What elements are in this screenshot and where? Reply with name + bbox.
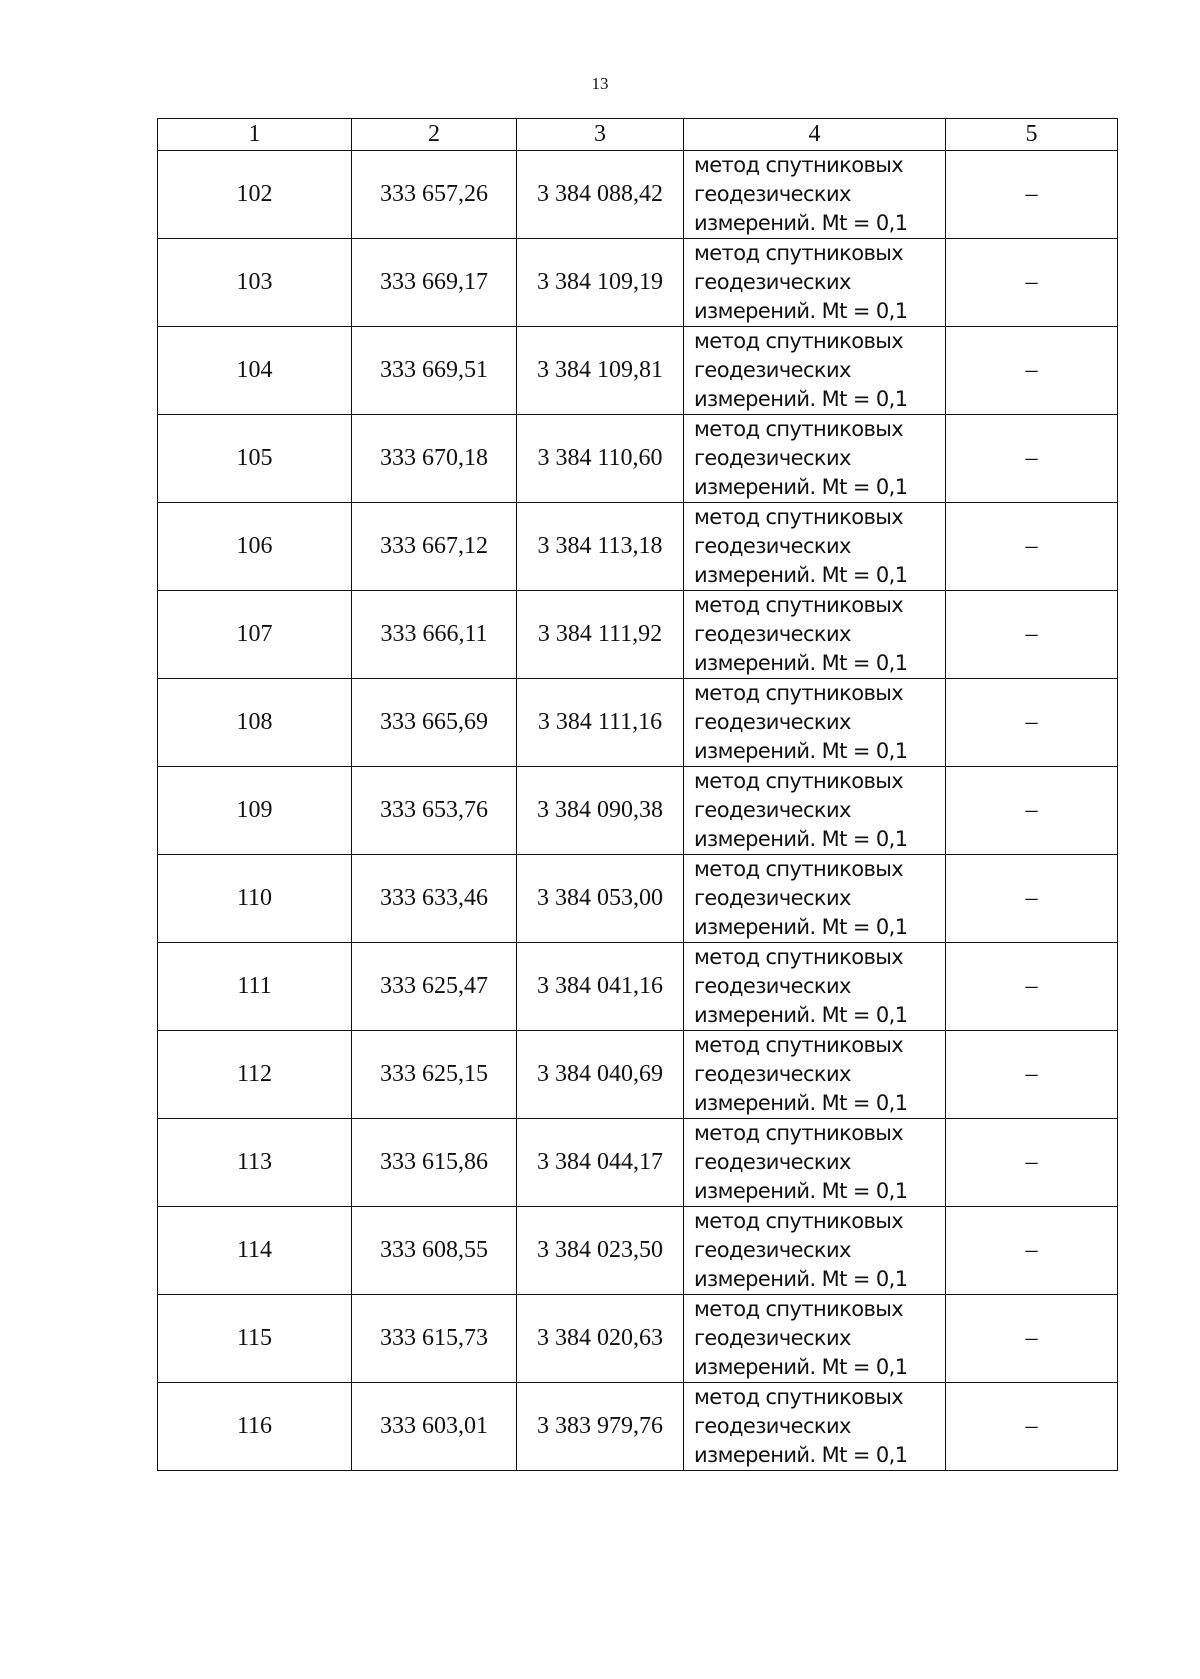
y-coordinate-cell: 3 384 109,81 — [517, 327, 684, 415]
x-coordinate-cell: 333 653,76 — [352, 767, 517, 855]
method-cell — [684, 415, 946, 503]
x-coordinate-cell: 333 670,18 — [352, 415, 517, 503]
point-number-cell: 109 — [158, 767, 352, 855]
table-row — [158, 1119, 1118, 1207]
method-line: геодезических — [694, 182, 851, 206]
header-col-5: 5 — [946, 119, 1118, 151]
y-coordinate-cell: 3 384 113,18 — [517, 503, 684, 591]
header-col-4: 4 — [684, 119, 946, 151]
description-cell: – — [946, 943, 1118, 1031]
method-cell — [684, 503, 946, 591]
description-cell: – — [946, 327, 1118, 415]
table-row — [158, 327, 1118, 415]
method-line: измерений. Mt = 0,1 — [694, 827, 908, 851]
x-coordinate-cell: 333 669,51 — [352, 327, 517, 415]
method-line: метод спутниковых — [694, 857, 904, 881]
description-cell: – — [946, 151, 1118, 239]
y-coordinate-cell: 3 384 088,42 — [517, 151, 684, 239]
method-line: геодезических — [694, 798, 851, 822]
point-number-cell: 108 — [158, 679, 352, 767]
method-line: метод спутниковых — [694, 593, 904, 617]
table-row — [158, 1207, 1118, 1295]
method-line: метод спутниковых — [694, 241, 904, 265]
method-cell — [684, 1295, 946, 1383]
description-cell: – — [946, 1119, 1118, 1207]
point-number-cell: 102 — [158, 151, 352, 239]
description-cell: – — [946, 767, 1118, 855]
method-line: геодезических — [694, 1238, 851, 1262]
description-cell: – — [946, 503, 1118, 591]
y-coordinate-cell: 3 384 111,92 — [517, 591, 684, 679]
table-row — [158, 855, 1118, 943]
method-line: геодезических — [694, 1150, 851, 1174]
x-coordinate-cell: 333 667,12 — [352, 503, 517, 591]
method-line: геодезических — [694, 974, 851, 998]
y-coordinate-cell: 3 384 044,17 — [517, 1119, 684, 1207]
method-cell — [684, 1119, 946, 1207]
table-body — [158, 151, 1118, 1471]
method-line: измерений. Mt = 0,1 — [694, 739, 908, 763]
method-line: геодезических — [694, 886, 851, 910]
method-line: метод спутниковых — [694, 329, 904, 353]
page-number: 13 — [591, 74, 609, 93]
y-coordinate-cell: 3 384 023,50 — [517, 1207, 684, 1295]
header-col-3: 3 — [517, 119, 684, 151]
x-coordinate-cell: 333 665,69 — [352, 679, 517, 767]
point-number-cell: 106 — [158, 503, 352, 591]
method-cell — [684, 327, 946, 415]
y-coordinate-cell: 3 384 053,00 — [517, 855, 684, 943]
description-cell: – — [946, 1031, 1118, 1119]
x-coordinate-cell: 333 603,01 — [352, 1383, 517, 1471]
method-line: измерений. Mt = 0,1 — [694, 563, 908, 587]
x-coordinate-cell: 333 625,15 — [352, 1031, 517, 1119]
y-coordinate-cell: 3 384 110,60 — [517, 415, 684, 503]
method-line: геодезических — [694, 1062, 851, 1086]
method-line: измерений. Mt = 0,1 — [694, 1267, 908, 1291]
table-row — [158, 239, 1118, 327]
x-coordinate-cell: 333 666,11 — [352, 591, 517, 679]
method-cell — [684, 151, 946, 239]
method-line: метод спутниковых — [694, 1121, 904, 1145]
y-coordinate-cell: 3 384 090,38 — [517, 767, 684, 855]
description-cell: – — [946, 855, 1118, 943]
description-cell: – — [946, 239, 1118, 327]
method-line: метод спутниковых — [694, 417, 904, 441]
x-coordinate-cell: 333 669,17 — [352, 239, 517, 327]
method-cell — [684, 943, 946, 1031]
description-cell: – — [946, 591, 1118, 679]
y-coordinate-cell: 3 384 041,16 — [517, 943, 684, 1031]
method-line: измерений. Mt = 0,1 — [694, 211, 908, 235]
description-cell: – — [946, 1207, 1118, 1295]
table-row — [158, 503, 1118, 591]
x-coordinate-cell: 333 615,73 — [352, 1295, 517, 1383]
y-coordinate-cell: 3 384 020,63 — [517, 1295, 684, 1383]
x-coordinate-cell: 333 615,86 — [352, 1119, 517, 1207]
method-line: метод спутниковых — [694, 769, 904, 793]
method-line: измерений. Mt = 0,1 — [694, 475, 908, 499]
table-row — [158, 591, 1118, 679]
method-line: метод спутниковых — [694, 1297, 904, 1321]
table-row — [158, 679, 1118, 767]
method-line: метод спутниковых — [694, 1385, 904, 1409]
point-number-cell: 110 — [158, 855, 352, 943]
method-line: измерений. Mt = 0,1 — [694, 299, 908, 323]
point-number-cell: 111 — [158, 943, 352, 1031]
table-row — [158, 767, 1118, 855]
point-number-cell: 107 — [158, 591, 352, 679]
table-row — [158, 1383, 1118, 1471]
method-line: измерений. Mt = 0,1 — [694, 1003, 908, 1027]
table-row — [158, 1295, 1118, 1383]
method-line: измерений. Mt = 0,1 — [694, 1179, 908, 1203]
method-cell — [684, 239, 946, 327]
table-row — [158, 151, 1118, 239]
method-line: геодезических — [694, 1414, 851, 1438]
header-col-1: 1 — [158, 119, 352, 151]
description-cell: – — [946, 415, 1118, 503]
method-line: метод спутниковых — [694, 945, 904, 969]
method-line: измерений. Mt = 0,1 — [694, 387, 908, 411]
method-line: геодезических — [694, 710, 851, 734]
method-line: измерений. Mt = 0,1 — [694, 915, 908, 939]
header-col-2: 2 — [352, 119, 517, 151]
method-line: измерений. Mt = 0,1 — [694, 1355, 908, 1379]
point-number-cell: 113 — [158, 1119, 352, 1207]
point-number-cell: 114 — [158, 1207, 352, 1295]
method-cell — [684, 1207, 946, 1295]
x-coordinate-cell: 333 633,46 — [352, 855, 517, 943]
method-line: измерений. Mt = 0,1 — [694, 651, 908, 675]
method-cell — [684, 679, 946, 767]
point-number-cell: 115 — [158, 1295, 352, 1383]
y-coordinate-cell: 3 384 040,69 — [517, 1031, 684, 1119]
method-cell — [684, 1383, 946, 1471]
method-line: геодезических — [694, 622, 851, 646]
point-number-cell: 112 — [158, 1031, 352, 1119]
y-coordinate-cell: 3 383 979,76 — [517, 1383, 684, 1471]
coordinates-table — [157, 118, 1118, 1471]
table-header-row — [158, 119, 1118, 151]
method-line: геодезических — [694, 1326, 851, 1350]
point-number-cell: 116 — [158, 1383, 352, 1471]
method-line: метод спутниковых — [694, 153, 904, 177]
method-line: геодезических — [694, 358, 851, 382]
description-cell: – — [946, 1295, 1118, 1383]
point-number-cell: 105 — [158, 415, 352, 503]
method-line: метод спутниковых — [694, 1209, 904, 1233]
method-cell — [684, 855, 946, 943]
description-cell: – — [946, 1383, 1118, 1471]
method-line: геодезических — [694, 270, 851, 294]
method-line: метод спутниковых — [694, 681, 904, 705]
description-cell: – — [946, 679, 1118, 767]
x-coordinate-cell: 333 625,47 — [352, 943, 517, 1031]
method-line: измерений. Mt = 0,1 — [694, 1443, 908, 1467]
point-number-cell: 103 — [158, 239, 352, 327]
method-line: измерений. Mt = 0,1 — [694, 1091, 908, 1115]
y-coordinate-cell: 3 384 109,19 — [517, 239, 684, 327]
method-cell — [684, 591, 946, 679]
method-cell — [684, 767, 946, 855]
point-number-cell: 104 — [158, 327, 352, 415]
table-row — [158, 415, 1118, 503]
method-line: геодезических — [694, 534, 851, 558]
method-line: метод спутниковых — [694, 1033, 904, 1057]
y-coordinate-cell: 3 384 111,16 — [517, 679, 684, 767]
table-row — [158, 1031, 1118, 1119]
method-cell — [684, 1031, 946, 1119]
method-line: геодезических — [694, 446, 851, 470]
x-coordinate-cell: 333 608,55 — [352, 1207, 517, 1295]
method-line: метод спутниковых — [694, 505, 904, 529]
x-coordinate-cell: 333 657,26 — [352, 151, 517, 239]
table-row — [158, 943, 1118, 1031]
